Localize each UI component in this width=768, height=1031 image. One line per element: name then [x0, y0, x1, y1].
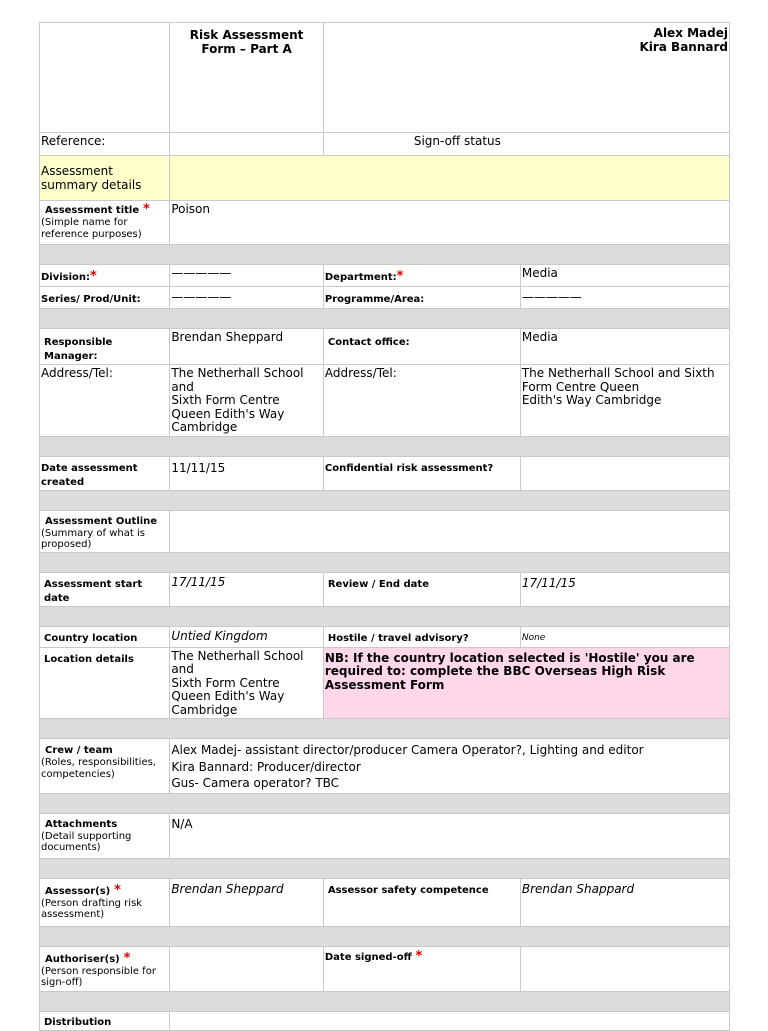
summary-band: [170, 156, 730, 201]
separator-row: [40, 719, 730, 739]
safety-competence-label: Assessor safety competence: [327, 884, 489, 896]
assessor-value[interactable]: Brendan Sheppard: [170, 878, 324, 926]
separator-row: [40, 991, 730, 1011]
separator-row: [40, 436, 730, 456]
country-label: Country location: [44, 632, 138, 644]
authoriser-label: Authoriser(s): [45, 953, 120, 965]
series-label: Series/ Prod/Unit:: [41, 294, 141, 305]
attachments-value[interactable]: N/A: [170, 813, 730, 858]
division-label-cell: [40, 265, 170, 287]
author-name-2: Kira Bannard: [639, 39, 728, 54]
review-date-value[interactable]: 17/11/15: [520, 572, 729, 606]
author-name-1: Alex Madej: [653, 26, 728, 40]
assessment-title-value[interactable]: Poison: [170, 201, 730, 245]
form-title: Risk Assessment Form – Part A: [170, 23, 324, 133]
date-created-label: Date assessment created: [41, 462, 138, 488]
logo-cell: [40, 23, 170, 133]
confidential-value[interactable]: [520, 456, 729, 490]
assessment-title-sub: (Simple name for reference purposes): [41, 217, 142, 240]
reference-field[interactable]: [170, 133, 324, 156]
crew-value[interactable]: Alex Madej- assistant director/producer Camera Operator?, Lighting and editor Kira Bannard: Producer/director Gus- Camera operator? TBC: [170, 739, 730, 794]
hostile-notice: NB: If the country location selected is 'Hostile' you are required to: complete the BBC Overseas High Risk Assessment Form: [323, 647, 729, 719]
location-value[interactable]: The Netherhall School and Sixth Form Centre Queen Edith's Way Cambridge: [170, 647, 324, 719]
outline-value[interactable]: [170, 510, 730, 552]
location-label: Location details: [44, 653, 134, 665]
outline-sub: (Summary of what is proposed): [41, 527, 145, 550]
programme-value[interactable]: —————: [520, 287, 729, 309]
authoriser-value[interactable]: [170, 946, 324, 991]
assessment-title-label: Assessment title: [45, 205, 140, 216]
address-value-left[interactable]: The Netherhall School and Sixth Form Centre Queen Edith's Way Cambridge: [170, 365, 324, 437]
required-star: *: [123, 950, 131, 966]
date-signed-off-value[interactable]: [520, 946, 729, 991]
assessor-label: Assessor(s): [45, 885, 111, 897]
required-star: *: [90, 269, 97, 284]
assessor-sub: (Person drafting risk assessment): [41, 897, 143, 920]
summary-heading: Assessment summary details: [40, 156, 170, 201]
separator-row: [40, 793, 730, 813]
confidential-label: Confidential risk assessment?: [324, 462, 494, 474]
programme-label: Programme/Area:: [324, 294, 425, 305]
review-date-label: Review / End date: [327, 578, 429, 590]
responsible-manager-value[interactable]: Brendan Sheppard: [170, 329, 324, 365]
outline-label: Assessment Outline: [45, 515, 158, 527]
responsible-manager-label: Responsible Manager:: [44, 337, 113, 362]
required-star: *: [142, 202, 150, 217]
date-signed-off-label: Date signed-off: [324, 951, 412, 963]
attachments-label: Attachments: [45, 818, 118, 830]
separator-row: [40, 552, 730, 572]
safety-competence-value[interactable]: Brendan Shappard: [520, 878, 729, 926]
contact-office-label: Contact office:: [327, 337, 410, 348]
separator-row: [40, 245, 730, 265]
department-value[interactable]: Media: [520, 265, 729, 287]
division-label: Division:: [41, 272, 91, 283]
assessment-title-label-cell: [40, 201, 170, 245]
attachments-sub: (Detail supporting documents): [41, 830, 132, 853]
address-label-right: Address/Tel:: [323, 365, 520, 437]
separator-row: [40, 490, 730, 510]
date-created-value[interactable]: 11/11/15: [170, 456, 324, 490]
start-date-label: Assessment start date: [44, 578, 143, 604]
required-star: *: [114, 882, 121, 898]
separator-row: [40, 309, 730, 329]
separator-row: [40, 606, 730, 626]
risk-assessment-form: [39, 22, 730, 1031]
address-label-left: Address/Tel:: [40, 365, 170, 437]
authoriser-sub: (Person responsible for sign-off): [41, 965, 156, 988]
reference-label: Reference:: [40, 133, 170, 156]
crew-label: Crew / team: [45, 745, 113, 756]
address-value-right[interactable]: The Netherhall School and Sixth Form Centre Queen Edith's Way Cambridge: [520, 365, 729, 437]
department-label-cell: [323, 265, 520, 287]
hostile-value[interactable]: None: [520, 626, 729, 647]
contact-office-value[interactable]: Media: [520, 329, 729, 365]
author-names: [323, 23, 729, 133]
department-label: Department:: [324, 272, 397, 283]
required-star: *: [415, 948, 423, 964]
required-star: *: [396, 269, 404, 284]
country-value[interactable]: Untied Kingdom: [170, 626, 324, 647]
hostile-label: Hostile / travel advisory?: [327, 632, 469, 644]
distribution-label: Distribution: [44, 1016, 112, 1028]
crew-sub: (Roles, responsibilities, competencies): [41, 757, 156, 780]
signoff-status-label: Sign-off status: [323, 133, 729, 156]
distribution-value[interactable]: [170, 1011, 730, 1030]
series-value[interactable]: —————: [170, 287, 324, 309]
start-date-value[interactable]: 17/11/15: [170, 572, 324, 606]
separator-row: [40, 858, 730, 878]
separator-row: [40, 926, 730, 946]
division-value[interactable]: —————: [170, 265, 324, 287]
